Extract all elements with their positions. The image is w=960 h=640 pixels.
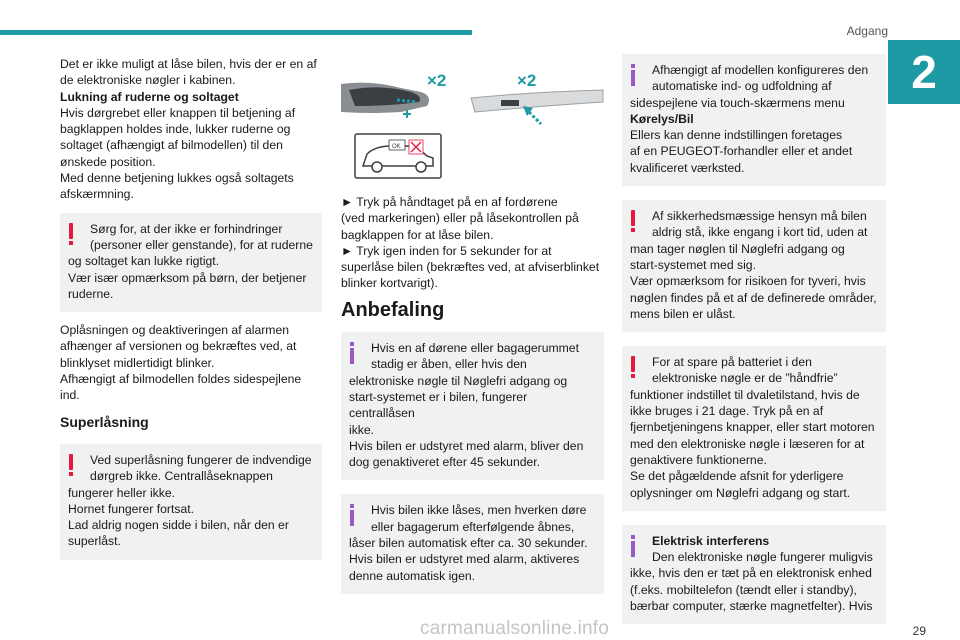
info-icon bbox=[349, 342, 355, 364]
interference-heading: Elektrisk interferens bbox=[652, 533, 770, 548]
warning-icon bbox=[630, 210, 636, 232]
menu-path-label: Kørelys/Bil bbox=[630, 111, 694, 126]
paragraph-unlocking: Oplåsningen og deaktiveringen af alarmen afhænger af versionen og bekræftes ved, at blinklyset midlertidigt blinker. Afhængigt af bilmodellen foldes sidespejlene ind. bbox=[60, 323, 302, 403]
warning-icon bbox=[68, 223, 74, 245]
tailgate-shape bbox=[471, 90, 603, 112]
chapter-number-tab: 2 bbox=[888, 40, 960, 104]
door-handle-illustration bbox=[341, 62, 604, 182]
column-middle bbox=[341, 194, 604, 604]
press-twice-badge-left: ×2 bbox=[427, 71, 447, 90]
info-box-mirrors: Afhængigt af modellen konfigureres den automatiske ind- og udfoldning af sidespejlene via touch-skærmens menu Kørelys/Bil Ellers kan denne indstillingen foretages af en PEUGEOT-forhandler eller et andet kvalificeret værksted. bbox=[622, 54, 886, 186]
press-arrow bbox=[529, 112, 541, 124]
warning-box-superlocking: Ved superlåsning fungerer de indvendige dørgreb ikke. Centrallåseknappen fungerer heller ikke. Hornet fungerer fortsat. Lad aldrig nogen sidde i bilen, når den er superlåst. bbox=[60, 444, 322, 560]
heading-recommendation: Anbefaling bbox=[341, 298, 445, 321]
paragraph-key-in-cabin: Det er ikke muligt at låse bilen, hvis der er en af de elektroniske nøgler i kabinen. Lukning af ruderne og soltaget Hvis dørgrebet eller knappen til betjening af bagklappen holdes inde, lukker ruderne og soltaget (afhængigt af bilmodellen) til den ønskede position. Med denne betjening lukkes også soltagets afskærmning. bbox=[60, 56, 322, 203]
warning-box-battery: For at spare på batteriet i den elektroniske nøgle er de ”håndfrie” funktioner indstillet til dvaletilstand, hvis de ikke bruges i 21 dage. Tryk på en af fjernbetjeningens knapper, eller start motoren med den elektroniske nøgle i læseren for at genaktivere funktionerne. Se det pågældende afsnit for yderligere oplysninger om Nøglefri adgang og start. bbox=[622, 346, 886, 511]
info-box-door-open: Hvis en af dørene eller bagagerummet stadig er åben, eller hvis den elektroniske nøgle til Nøglefri adgang og start-systemet er i bilen, fungerer centrallåsen ikke. Hvis bilen er udstyret med alarm, bliver den dog genaktiveret efter 45 sekunder. bbox=[341, 332, 604, 480]
info-icon bbox=[349, 504, 355, 526]
info-box-interference: Elektrisk interferens Den elektroniske nøgle fungerer muligvis ikke, hvis den er tæt på en elektronisk enhed (f.eks. mobiltelefon (tændt eller i standby), bærbar computer, stærke magnetfelter). Hvis bbox=[622, 525, 886, 624]
press-twice-badge-right: ×2 bbox=[517, 71, 537, 90]
warning-box-obstacles: Sørg for, at der ikke er forhindringer (personer eller genstande), for at ruderne og soltaget kan lukke rigtigt. Vær især opmærksom på børn, der betjener ruderne. bbox=[60, 213, 322, 312]
warning-icon bbox=[630, 356, 636, 378]
column-right bbox=[622, 54, 886, 634]
column-left bbox=[60, 56, 322, 570]
bold-heading-windows: Lukning af ruderne og soltaget bbox=[60, 89, 239, 104]
info-box-auto-lock: Hvis bilen ikke låses, men hverken døre eller bagagerum efterfølgende åbnes, låser bilen automatisk efter ca. 30 sekunder. Hvis bilen er udstyret med alarm, aktiveres denne automatisk igen. bbox=[341, 494, 604, 593]
heading-superlocking: Superlåsning bbox=[60, 413, 149, 430]
paragraph-lock-instructions: ► Tryk på håndtaget på en af fordørene (ved markeringen) eller på låsekontrollen på bagklappen for at låse bilen. ► Tryk igen inden for 5 sekunder for at superlåse bilen (bekræftes ved, at afviserblinket blinker kortvarigt). bbox=[341, 195, 600, 291]
svg-text:OK: OK bbox=[392, 144, 401, 150]
warning-icon bbox=[68, 454, 74, 476]
tailgate-button-icon bbox=[501, 100, 519, 106]
warning-box-theft: Af sikkerhedsmæssige hensyn må bilen aldrig stå, ikke engang i kort tid, uden at man tager nøglen til Nøglefri adgang og start-systemet med sig. Vær opmærksom for risikoen for tyveri, hvis nøglen findes på et af de definerede områder, mens bilen er ulåst. bbox=[622, 200, 886, 332]
header-accent-bar bbox=[0, 30, 472, 35]
section-title: Adgang bbox=[846, 24, 888, 38]
page-number: 29 bbox=[912, 624, 926, 638]
info-icon bbox=[630, 64, 636, 86]
info-icon bbox=[630, 535, 636, 557]
watermark: carmanualsonline.info bbox=[420, 618, 610, 639]
